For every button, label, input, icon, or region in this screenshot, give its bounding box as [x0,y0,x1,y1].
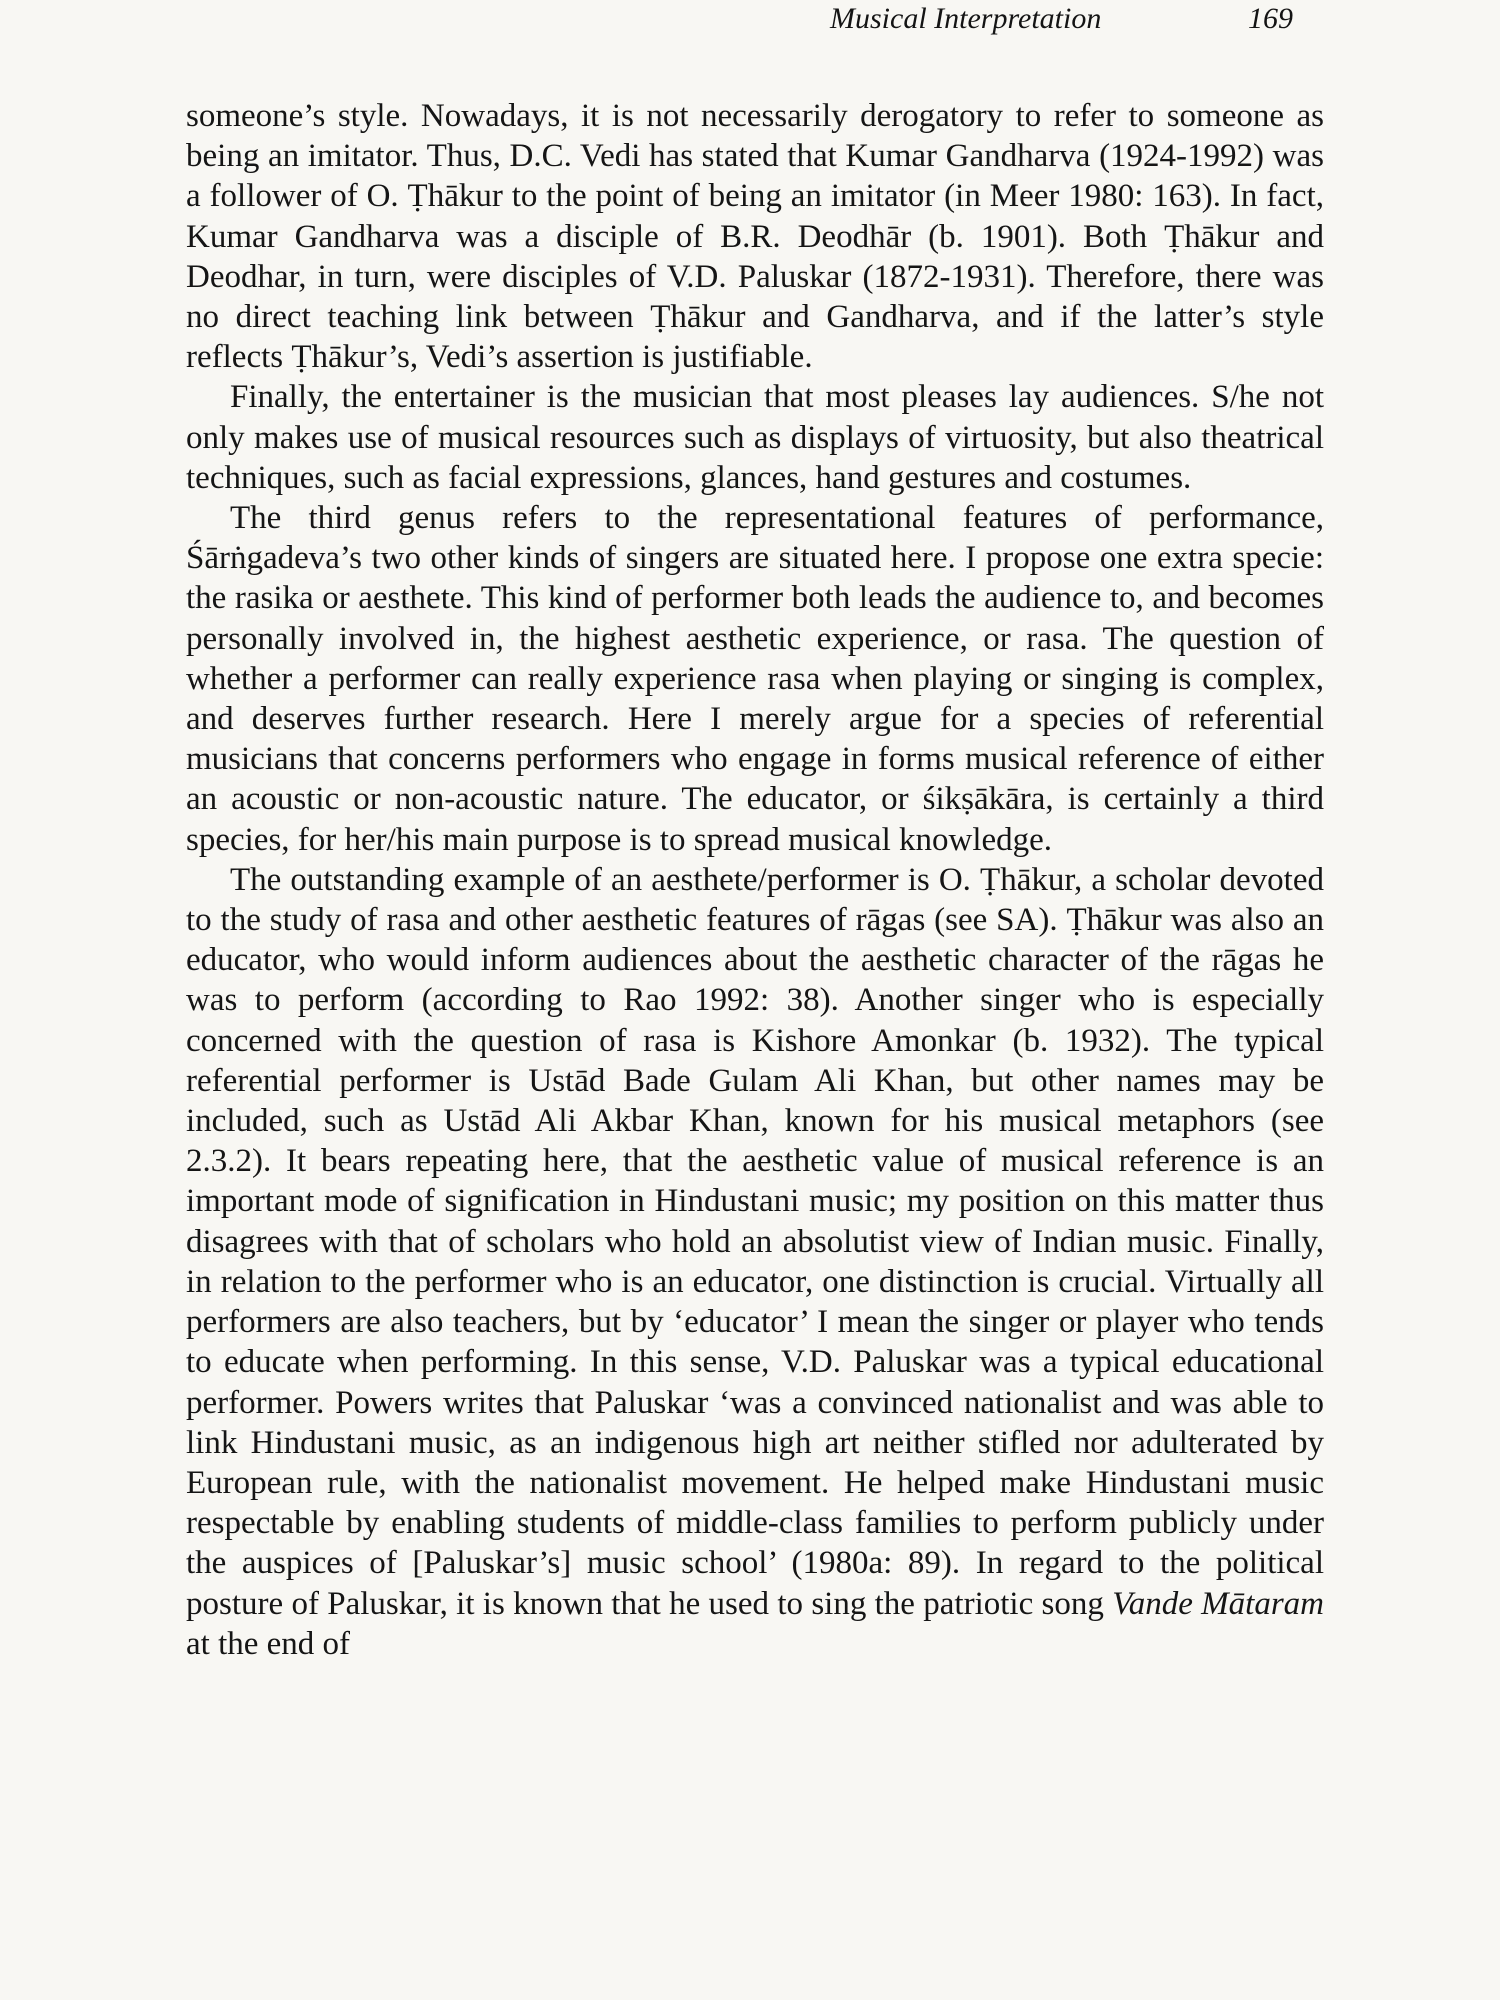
paragraph-2: Finally, the entertainer is the musician that most pleases lay audiences. S/he not only makes use of musical resources such as displays of virtuosity, but also theatrical techniques, such as facial expressions, glances, hand gestures and costumes. [186,379,1324,496]
running-header [830,2,1330,42]
paragraph-4-text: The outstanding example of an aesthete/performer is O. Ṭhākur, a scholar devoted to the study of rasa and other aesthetic features of rāgas (see SA). Ṭhākur was also an educator, who would inform audiences about the aesthetic character of the rāgas he was to perform (according to Rao 1992: 38). Another singer who is especially concerned with the question of rasa is Kishore Amonkar (b. 1932). The typical referential performer is Ustād Bade Gulam Ali Khan, but other names may be included, such as Ustād Ali Akbar Khan, known for his musical metaphors (see 2.3.2). It bears repeating here, that the aesthetic value of musical reference is an important mode of signification in Hindustani music; my position on this matter thus disagrees with that of scholars who hold an absolutist view of Indian music. Finally, in relation to the performer who is an educator, one distinction is crucial. Virtually all performers are also teachers, but by ‘educator’ I mean the singer or player who tends to educate when performing. In this sense, V.D. Paluskar was a typical educational performer. Powers writes that Paluskar ‘was a convinced nationalist and was able to link Hindustani music, as an indigenous high art neither stifled nor adulterated by European rule, with the nationalist movement. He helped make Hindustani music respectable by enabling students of middle-class families to perform publicly under the auspices of [Paluskar’s] music school’ (1980a: 89). In regard to the political posture of Paluskar, it is known that he used to sing the patriotic song [186,861,1324,1622]
page-number: 169 [1248,2,1293,35]
paragraph-1: someone’s style. Nowadays, it is not necessarily derogatory to refer to someone as being an imitator. Thus, D.C. Vedi has stated that Kumar Gandharva (1924-1992) was a follower of O. Ṭhākur to the point of being an imitator (in Meer 1980: 163). In fact, Kumar Gandharva was a disciple of B.R. Deodhār (b. 1901). Both Ṭhākur and Deodhar, in turn, were disciples of V.D. Paluskar (1872-1931). Therefore, there was no direct teaching link between Ṭhākur and Gandharva, and if the latter’s style reflects Ṭhākur’s, Vedi’s assertion is justifiable. [186,98,1324,376]
song-title: Vande Mātaram [1112,1585,1325,1622]
chapter-title: Musical Interpretation [830,2,1102,35]
paragraph-3: The third genus refers to the representational features of performance, Śārṅgadeva’s two other kinds of singers are situated here. I propose one extra specie: the rasika or aesthete. This kind of performer both leads the audience to, and becomes personally involved in, the highest aesthetic experience, or rasa. The question of whether a performer can really experience rasa when playing or singing is complex, and deserves further research. Here I merely argue for a species of referential musicians that concerns performers who engage in forms musical reference of either an acoustic or non-acoustic nature. The educator, or śikṣākāra, is certainly a third species, for her/his main purpose is to spread musical knowledge. [186,500,1324,858]
paragraph-4-tail: at the end of [186,1625,351,1662]
paragraph-4 [186,860,1324,1664]
body-text [186,96,1324,1664]
